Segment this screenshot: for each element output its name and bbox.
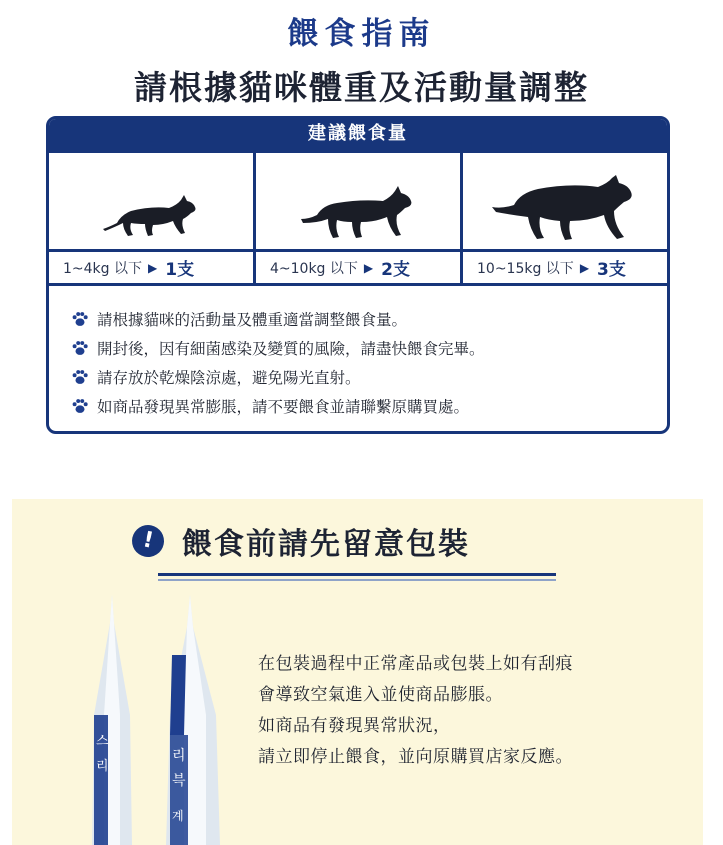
page-title: 餵食指南 — [287, 16, 436, 52]
weight-range: 10~15kg 以下 — [477, 260, 574, 277]
feeding-guide-card — [46, 116, 670, 434]
triangle-right-icon: ▶ — [579, 260, 590, 275]
packaging-warning-panel — [12, 499, 703, 845]
paw-icon — [71, 397, 89, 415]
paw-icon — [71, 339, 89, 357]
warning-line: 會導致空氣進入並使商品膨脹。 — [258, 685, 503, 705]
triangle-right-icon: ▶ — [363, 260, 374, 275]
weight-label-large — [463, 249, 667, 283]
note-text: 開封後，因有細菌感染及變質的風險，請盡快餵食完畢。 — [97, 339, 485, 358]
feeding-quantity: 1支 — [165, 260, 195, 280]
feeding-card-heading: 建議餵食量 — [49, 119, 667, 153]
triangle-right-icon: ▶ — [148, 260, 158, 275]
cat-large-icon — [490, 175, 640, 243]
weight-label-small — [49, 249, 253, 283]
page-subtitle: 請根據貓咪體重及活動量調整 — [134, 68, 589, 107]
note-text: 請根據貓咪的活動量及體重適當調整餵食量。 — [97, 310, 408, 329]
note-text: 請存放於乾燥陰涼處，避免陽光直射。 — [97, 368, 361, 387]
note-text: 如商品發現異常膨脹，請不要餵食並請聯繫原購買處。 — [97, 397, 470, 416]
note-item — [71, 333, 667, 362]
weight-column-small — [49, 153, 256, 283]
warning-line: 在包裝過程中正常產品或包裝上如有刮痕 — [258, 654, 573, 674]
weight-column-large — [463, 153, 667, 283]
cat-small-icon — [101, 193, 201, 239]
weight-range: 4~10kg 以下 — [270, 260, 358, 277]
tube-glyph: 계 — [172, 809, 184, 823]
tube-glyph: 리 — [96, 759, 109, 774]
exclamation-icon: ! — [129, 522, 167, 560]
heading-underline — [158, 573, 556, 576]
note-item — [71, 362, 667, 391]
tube-glyph: 븍 — [172, 773, 186, 789]
feeding-quantity: 2支 — [381, 260, 410, 280]
note-item — [71, 304, 667, 333]
warning-line: 請立即停止餵食，並向原購買店家反應。 — [258, 747, 573, 767]
paw-icon — [71, 310, 89, 328]
feeding-quantity: 3支 — [597, 260, 626, 280]
warning-heading — [132, 519, 470, 563]
heading-underline-thin — [158, 579, 556, 581]
feeding-notes — [49, 286, 667, 420]
paw-icon — [71, 368, 89, 386]
tube-glyph: 리 — [172, 748, 186, 764]
tube-glyph: 스 — [96, 734, 109, 749]
product-tube-image — [162, 595, 224, 845]
weight-label-medium — [256, 249, 460, 283]
warning-title: 餵食前請先留意包裝 — [182, 527, 470, 562]
weight-range: 1~4kg 以下 — [63, 260, 142, 277]
weight-column-medium — [256, 153, 463, 283]
warning-body — [258, 649, 573, 773]
note-item — [71, 391, 667, 420]
weight-columns — [49, 153, 667, 286]
cat-medium-icon — [299, 185, 417, 241]
product-tube-image — [90, 595, 134, 845]
warning-line: 如商品有發現異常狀況， — [258, 716, 451, 736]
